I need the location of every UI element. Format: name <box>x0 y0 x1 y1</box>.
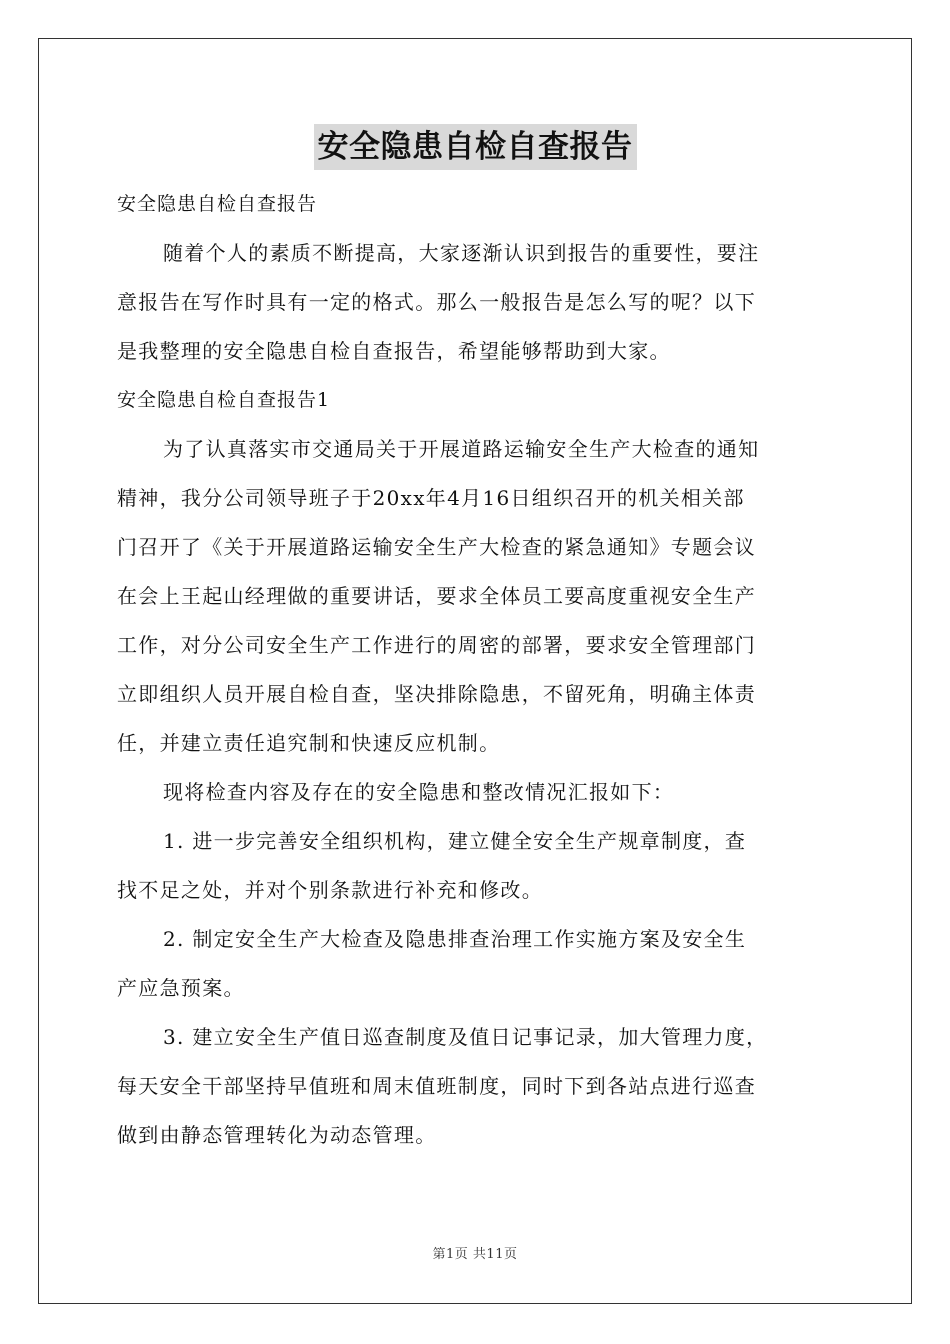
page-number: 第1页 共11页 <box>432 1247 518 1262</box>
document-body <box>117 180 837 1160</box>
paragraph-line: 立即组织人员开展自检自查，坚决排除隐患，不留死角，明确主体责 <box>117 682 756 706</box>
paragraph-line: 随着个人的素质不断提高，大家逐渐认识到报告的重要性，要注 <box>163 241 760 265</box>
section-heading: 安全隐患自检自查报告1 <box>117 389 331 411</box>
paragraph-line: 门召开了《关于开展道路运输安全生产大检查的紧急通知》专题会议 <box>117 535 756 559</box>
list-item-line: 1. 进一步完善安全组织机构，建立健全安全生产规章制度，查 <box>163 829 747 853</box>
paragraph-line: 为了认真落实市交通局关于开展道路运输安全生产大检查的通知 <box>163 437 760 461</box>
list-item-line: 2. 制定安全生产大检查及隐患排查治理工作实施方案及安全生 <box>163 927 747 951</box>
paragraph-line: 现将检查内容及存在的安全隐患和整改情况汇报如下： <box>163 780 675 804</box>
title-container <box>0 124 950 170</box>
list-item-line: 找不足之处，并对个别条款进行补充和修改。 <box>117 878 543 902</box>
paragraph-line: 在会上王起山经理做的重要讲话，要求全体员工要高度重视安全生产 <box>117 584 756 608</box>
list-item-line: 产应急预案。 <box>117 976 245 1000</box>
document-title: 安全隐患自检自查报告 <box>314 124 637 170</box>
list-item-line: 每天安全干部坚持早值班和周末值班制度，同时下到各站点进行巡查 <box>117 1074 756 1098</box>
paragraph-line: 意报告在写作时具有一定的格式。那么一般报告是怎么写的呢？以下 <box>117 290 756 314</box>
list-item-line: 3. 建立安全生产值日巡查制度及值日记事记录，加大管理力度， <box>163 1025 768 1049</box>
subtitle-line: 安全隐患自检自查报告 <box>117 193 318 215</box>
paragraph-line: 工作，对分公司安全生产工作进行的周密的部署，要求安全管理部门 <box>117 633 756 657</box>
paragraph-line: 是我整理的安全隐患自检自查报告，希望能够帮助到大家。 <box>117 339 671 363</box>
list-item-line: 做到由静态管理转化为动态管理。 <box>117 1123 437 1147</box>
paragraph-line: 精神，我分公司领导班子于20xx年4月16日组织召开的机关相关部 <box>117 486 745 510</box>
paragraph-line: 任，并建立责任追究制和快速反应机制。 <box>117 731 501 755</box>
